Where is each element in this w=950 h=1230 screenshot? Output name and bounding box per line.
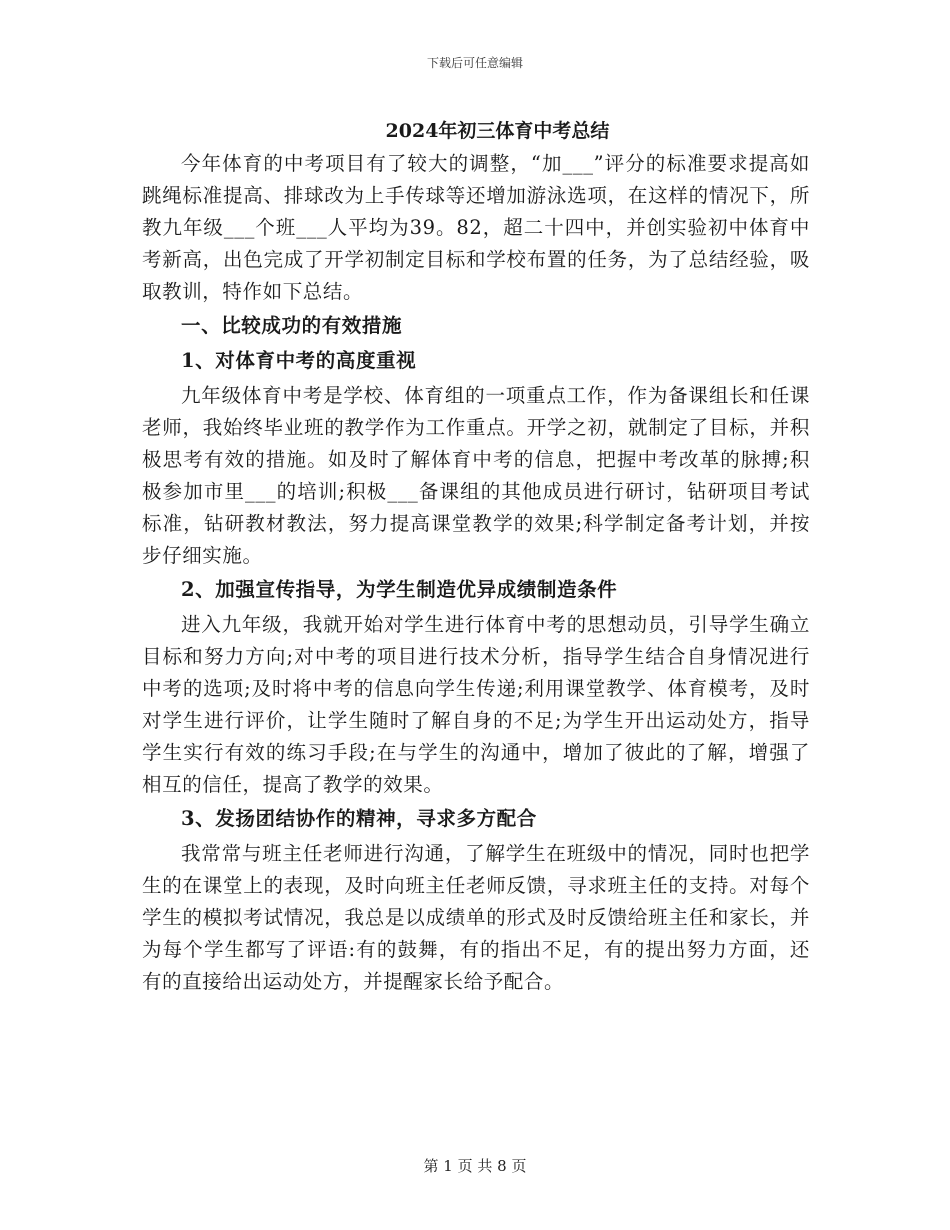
- page-footer: 第 1 页 共 8 页: [423, 1157, 527, 1175]
- document-title: 2024年初三体育中考总结: [385, 120, 610, 142]
- subsection-heading-3: 3、发扬团结协作的精神，寻求多方配合: [181, 807, 537, 830]
- header-note: 下载后可任意编辑: [426, 56, 523, 70]
- intro-paragraph: 今年体育的中考项目有了较大的调整，“加___”评分的标准要求提高如跳绳标准提高、排球改为上手传球等还增加游泳选项，在这样的情况下，所教九年级___个班___人平均为39。82，超二十四中，并创实验初中体育中考新高，出色完成了开学初制定目标和学校布置的任务，为了总结经验，吸取教训，特作如下总结。: [142, 152, 810, 303]
- subsection-paragraph-2: 进入九年级，我就开始对学生进行体育中考的思想动员，引导学生确立目标和努力方向;对中考的项目进行技术分析，指导学生结合自身情况进行中考的选项;及时将中考的信息向学生传递;利用课堂教学、体育模考，及时对学生进行评价，让学生随时了解自身的不足;为学生开出运动处方，指导学生实行有效的练习手段;在与学生的沟通中，增加了彼此的了解，增强了相互的信任，提高了教学的效果。: [142, 613, 810, 796]
- subsection-paragraph-1: 九年级体育中考是学校、体育组的一项重点工作，作为备课组长和任课老师，我始终毕业班的教学作为工作重点。开学之初，就制定了目标，并积极思考有效的措施。如及时了解体育中考的信息，把握中考改革的脉搏;积极参加市里___的培训;积极___备课组的其他成员进行研讨，钻研项目考试标准，钻研教材教法，努力提高课堂教学的效果;科学制定备考计划，并按步仔细实施。: [142, 384, 810, 567]
- subsection-paragraph-3: 我常常与班主任老师进行沟通，了解学生在班级中的情况，同时也把学生的在课堂上的表现，及时向班主任老师反馈，寻求班主任的支持。对每个学生的模拟考试情况，我总是以成绩单的形式及时反馈给班主任和家长，并为每个学生都写了评语:有的鼓舞，有的指出不足，有的提出努力方面，还有的直接给出运动处方，并提醒家长给予配合。: [142, 842, 810, 993]
- section-heading-1: 一、比较成功的有效措施: [181, 314, 403, 337]
- subsection-heading-2: 2、加强宣传指导，为学生制造优异成绩制造条件: [181, 578, 618, 601]
- document-body: [142, 148, 810, 998]
- subsection-heading-1: 1、对体育中考的高度重视: [181, 349, 417, 372]
